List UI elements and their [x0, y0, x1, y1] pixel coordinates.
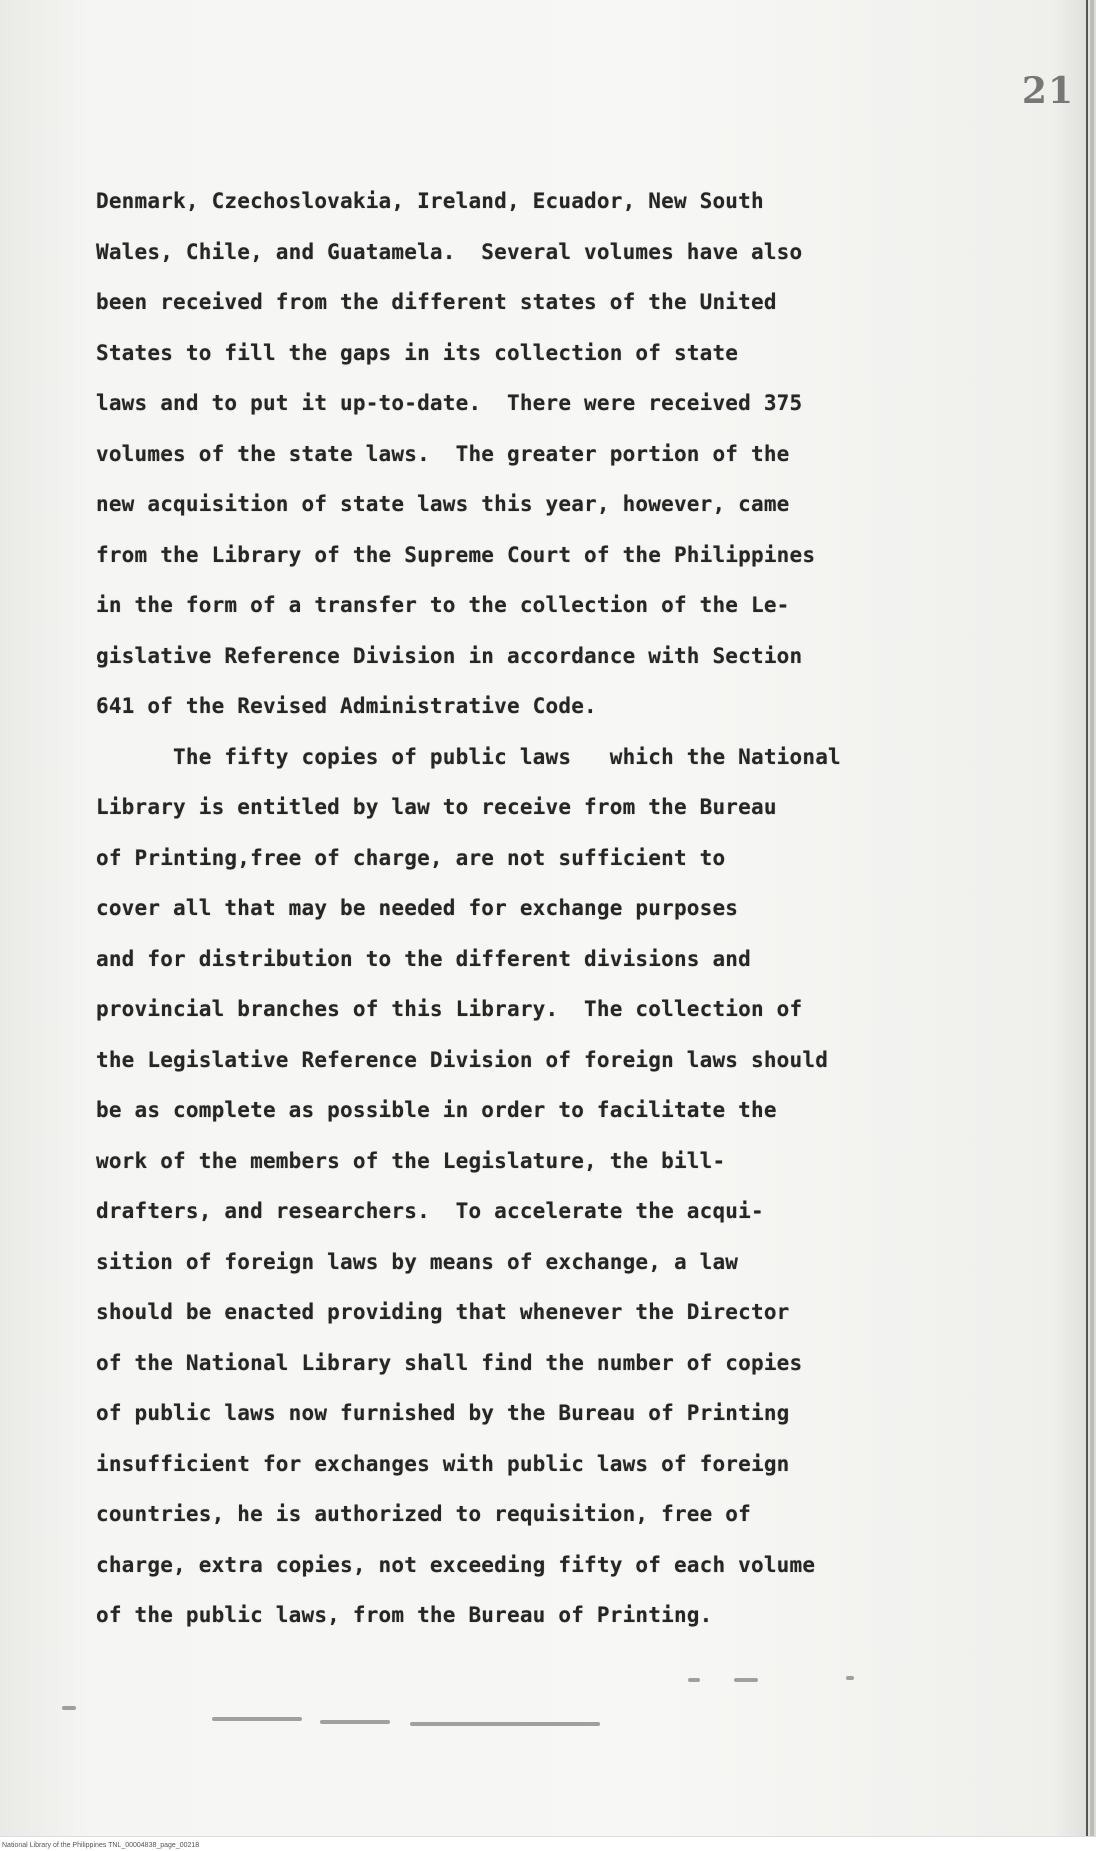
text-line: Wales, Chile, and Guatamela. Several volumes have also [96, 239, 803, 264]
text-line: provincial branches of this Library. The collection of [96, 997, 803, 1021]
text-line: sition of foreign laws by means of exchange, a law [96, 1249, 739, 1274]
scan-smudge [212, 1717, 302, 1721]
text-line: insufficient for exchanges with public laws of foreign [96, 1451, 790, 1476]
text-line: work of the members of the Legislature, the bill- [96, 1148, 726, 1173]
page-number: 21 [1021, 70, 1074, 112]
body-text [96, 176, 1016, 1641]
text-line: been received from the different states of the United [96, 290, 777, 314]
scan-smudge [410, 1722, 600, 1726]
scan-smudge [62, 1706, 76, 1710]
text-line: gislative Reference Division in accordance with Section [96, 643, 803, 668]
text-line: of the public laws, from the Bureau of Printing. [96, 1603, 713, 1627]
footer-caption: National Library of the Philippines TNL_00004838_page_00218 [2, 1842, 200, 1849]
text-line: charge, extra copies, not exceeding fifty of each volume [96, 1552, 816, 1577]
text-line: from the Library of the Supreme Court of the Philippines [96, 542, 816, 567]
text-line: be as complete as possible in order to facilitate the [96, 1098, 777, 1122]
text-line: of the National Library shall find the number of copies [96, 1350, 803, 1375]
page-edge-line [1086, 0, 1088, 1851]
text-line: the Legislative Reference Division of foreign laws should [96, 1047, 829, 1072]
text-line: 641 of the Revised Administrative Code. [96, 694, 597, 718]
text-line: Denmark, Czechoslovakia, Ireland, Ecuador, New South [96, 189, 764, 213]
page-edge-shadow [1090, 0, 1094, 1851]
scan-smudge [734, 1678, 758, 1682]
text-line: in the form of a transfer to the collection of the Le- [96, 593, 790, 617]
text-line: drafters, and researchers. To accelerate the acqui- [96, 1199, 764, 1223]
text-line: The fifty copies of public laws which the National [96, 744, 841, 769]
text-line: and for distribution to the different divisions and [96, 946, 751, 971]
scan-smudge [846, 1676, 854, 1680]
text-line: should be enacted providing that whenever the Director [96, 1300, 790, 1324]
text-line: cover all that may be needed for exchange purposes [96, 896, 739, 920]
text-line: countries, he is authorized to requisition, free of [96, 1502, 751, 1526]
text-line: new acquisition of state laws this year, however, came [96, 492, 790, 516]
text-line: of Printing,free of charge, are not sufficient to [96, 845, 726, 870]
scan-smudge [688, 1678, 700, 1682]
text-line: volumes of the state laws. The greater portion of the [96, 441, 790, 466]
text-line: laws and to put it up-to-date. There were received 375 [96, 391, 803, 415]
scan-smudge [320, 1720, 390, 1724]
text-line: Library is entitled by law to receive from the Bureau [96, 795, 777, 819]
text-line: of public laws now furnished by the Bureau of Printing [96, 1401, 790, 1425]
text-line: States to fill the gaps in its collection of state [96, 340, 739, 365]
